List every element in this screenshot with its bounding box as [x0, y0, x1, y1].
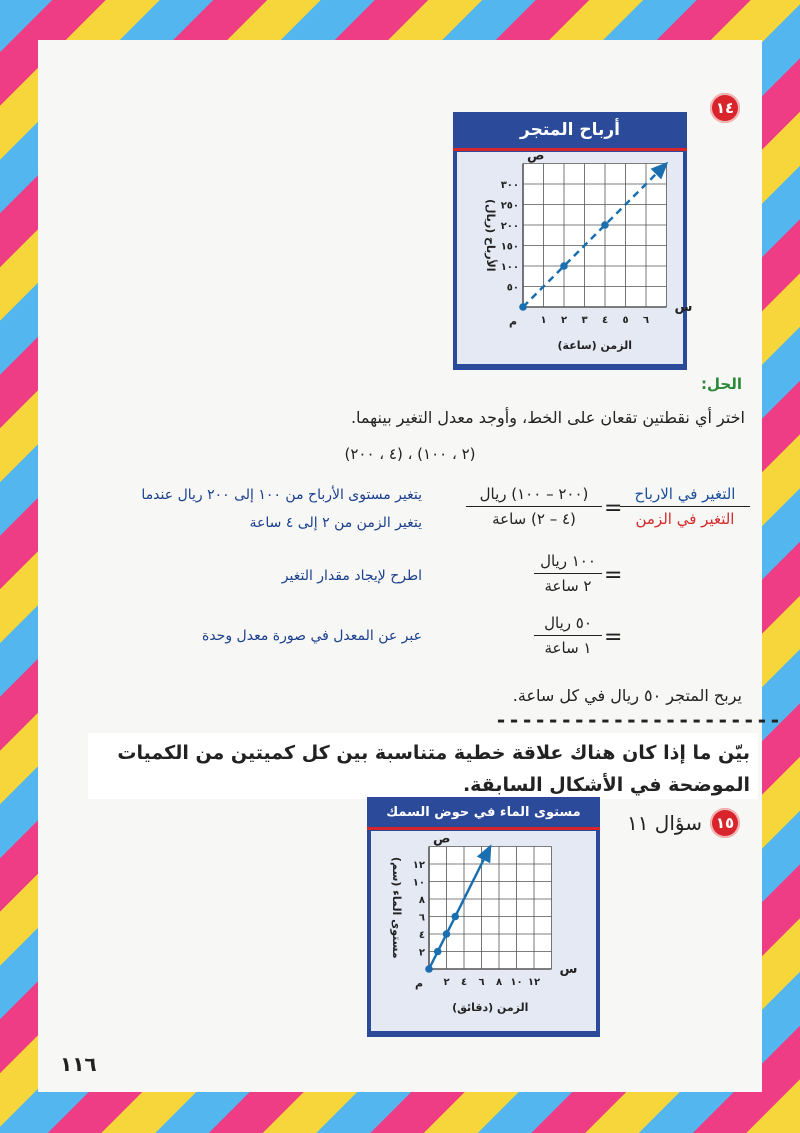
question-15-badge: ١٥: [710, 808, 740, 838]
x-tick-label: ٥: [622, 315, 629, 326]
fraction-difference-top: ١٠٠ ريال: [540, 552, 596, 570]
x-tick-label: ٨: [495, 977, 503, 988]
fraction-bar: [534, 635, 602, 636]
note-subtract: اطرح لإيجاد مقدار التغير: [281, 568, 422, 584]
conclusion: يربح المتجر ٥٠ ريال في كل ساعة.: [512, 686, 742, 705]
data-point: [451, 913, 459, 921]
q15-graph-title: مستوى الماء في حوض السمك: [386, 805, 581, 820]
x-tick-label: ١٠: [510, 977, 523, 988]
fraction-bar: [620, 506, 750, 507]
x-tick-label: ٤: [460, 977, 468, 988]
solution-instruction: اختر أي نقطتين تقعان على الخط، وأوجد معدل التغير بينهما.: [350, 408, 745, 427]
x-axis-letter: س: [559, 962, 578, 977]
y-tick-label: ٢٠٠: [500, 221, 519, 232]
q14-chart: [457, 148, 693, 364]
equals-sign: =: [604, 625, 623, 650]
data-point: [601, 221, 609, 229]
x-tick-label: ٢: [560, 315, 568, 326]
y-axis-letter: ص: [433, 831, 451, 847]
y-tick-label: ٢: [418, 947, 425, 959]
x-tick-label: ٢: [443, 977, 450, 988]
q15-graph-frame: [367, 797, 600, 1037]
y-axis-title: مستوى الماء (سم): [390, 856, 403, 959]
x-tick-label: ١٢: [527, 977, 541, 988]
fraction-unit-rate-bottom: ١ ساعة: [544, 639, 592, 657]
y-tick-label: ٨: [418, 895, 425, 906]
y-tick-label: ٥٠: [506, 282, 519, 294]
q14-graph-area: [457, 148, 693, 364]
x-axis-title: الزمن (ساعة): [557, 339, 632, 352]
data-point: [425, 965, 433, 973]
origin-label: م: [508, 315, 518, 328]
solution-label: الحل:: [701, 375, 742, 393]
data-point: [519, 303, 527, 311]
y-tick-label: ٦: [418, 912, 425, 924]
page-number: ١١٦: [60, 1052, 97, 1076]
x-tick-label: ١: [540, 315, 547, 326]
x-tick-label: ٣: [581, 315, 588, 326]
instruction-bold: بيّن ما إذا كان هناك علاقة خطية متناسبة بين كل كميتين من الكميات الموضحة في الأشكال السابقة.: [88, 733, 758, 799]
x-axis-letter: س: [674, 300, 693, 315]
question-15-reference: سؤال ١١: [626, 811, 702, 835]
q15-graph-area: [371, 831, 596, 1031]
fraction-substitution-top: (٢٠٠ – ١٠٠) ريال: [479, 485, 589, 503]
q14-graph-frame: [453, 112, 693, 370]
x-axis-title: الزمن (دقائق): [452, 1001, 529, 1014]
y-tick-label: ٤: [418, 930, 425, 941]
q14-graph-title: أرباح المتجر: [520, 120, 620, 140]
fraction-bar: [534, 573, 602, 574]
q15-title-underline: [367, 827, 600, 830]
data-point: [434, 948, 442, 956]
y-tick-label: ٢٥٠: [500, 200, 519, 212]
chosen-points: (٢ ، ١٠٠) ، (٤ ، ٢٠٠): [344, 445, 476, 463]
q15-chart: [371, 831, 596, 1031]
fraction-unit-rate: [534, 614, 602, 657]
data-point: [443, 930, 451, 938]
data-point: [560, 262, 568, 270]
fraction-definition: [620, 485, 750, 528]
x-tick-label: ٤: [601, 315, 609, 326]
y-tick-label: ١٥٠: [500, 241, 519, 253]
y-tick-label: ٣٠٠: [500, 180, 519, 191]
fraction-substitution-bottom: (٤ – ٢) ساعة: [492, 510, 576, 528]
grid-background: [429, 847, 552, 970]
x-tick-label: ٦: [478, 977, 485, 988]
fraction-unit-rate-top: ٥٠ ريال: [544, 614, 592, 632]
equals-sign: =: [604, 496, 623, 521]
note-change-profit: يتغير مستوى الأرباح من ١٠٠ إلى ٢٠٠ ريال عندما: [141, 487, 422, 503]
y-axis-letter: ص: [527, 148, 545, 164]
y-tick-label: ١٠٠: [500, 262, 519, 273]
fraction-definition-bottom: التغير في الزمن: [635, 510, 735, 528]
q14-title-underline: [453, 148, 687, 151]
fraction-bar: [466, 506, 602, 507]
divider-dashes: ----------------------: [495, 708, 782, 732]
y-tick-label: ١٢: [412, 860, 425, 871]
x-tick-label: ٦: [642, 315, 650, 326]
fraction-difference-bottom: ٢ ساعة: [544, 577, 592, 595]
fraction-definition-top: التغير في الارباح: [634, 485, 736, 503]
origin-label: م: [414, 977, 424, 990]
y-axis-title: الأرباح (ريال): [484, 198, 497, 272]
y-tick-label: ١٠: [412, 877, 425, 889]
fraction-difference: [534, 552, 602, 595]
fraction-substitution: [466, 485, 602, 528]
equals-sign: =: [604, 563, 623, 588]
note-change-time: يتغير الزمن من ٢ إلى ٤ ساعة: [249, 515, 422, 531]
note-unit-rate: عبر عن المعدل في صورة معدل وحدة: [202, 628, 422, 644]
question-14-badge: ١٤: [710, 93, 740, 123]
